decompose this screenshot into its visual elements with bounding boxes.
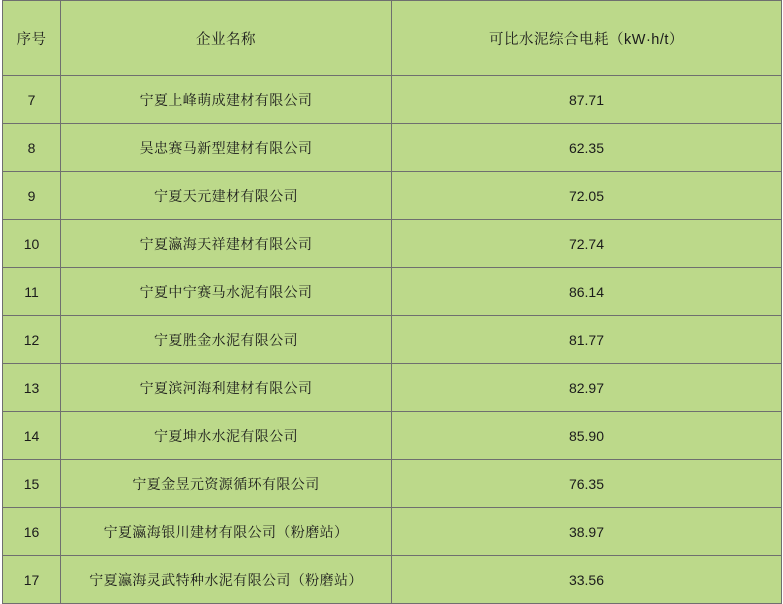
row-index: 10 — [3, 220, 61, 268]
table-row — [3, 316, 782, 364]
row-index: 9 — [3, 172, 61, 220]
row-energy-consumption: 86.14 — [392, 268, 782, 316]
table-row — [3, 556, 782, 604]
table-header — [3, 1, 782, 76]
row-energy-consumption: 76.35 — [392, 460, 782, 508]
row-enterprise-name: 宁夏瀛海灵武特种水泥有限公司（粉磨站） — [61, 556, 392, 604]
table-row — [3, 508, 782, 556]
row-index: 8 — [3, 124, 61, 172]
table-row — [3, 172, 782, 220]
row-index: 17 — [3, 556, 61, 604]
row-energy-consumption: 85.90 — [392, 412, 782, 460]
column-header-index: 序号 — [3, 1, 61, 76]
column-header-energy-consumption: 可比水泥综合电耗（kW·h/t） — [392, 1, 782, 76]
row-energy-consumption: 72.74 — [392, 220, 782, 268]
table-body — [3, 76, 782, 604]
row-enterprise-name: 宁夏胜金水泥有限公司 — [61, 316, 392, 364]
row-energy-consumption: 82.97 — [392, 364, 782, 412]
row-enterprise-name: 宁夏坤水水泥有限公司 — [61, 412, 392, 460]
row-index: 7 — [3, 76, 61, 124]
row-index: 12 — [3, 316, 61, 364]
row-enterprise-name: 宁夏瀛海银川建材有限公司（粉磨站） — [61, 508, 392, 556]
row-enterprise-name: 宁夏金昱元资源循环有限公司 — [61, 460, 392, 508]
table-row — [3, 412, 782, 460]
table-row — [3, 460, 782, 508]
row-energy-consumption: 81.77 — [392, 316, 782, 364]
row-index: 11 — [3, 268, 61, 316]
cement-energy-consumption-table — [2, 0, 782, 604]
row-energy-consumption: 72.05 — [392, 172, 782, 220]
row-index: 14 — [3, 412, 61, 460]
row-index: 13 — [3, 364, 61, 412]
table-header-row — [3, 1, 782, 76]
row-enterprise-name: 宁夏上峰萌成建材有限公司 — [61, 76, 392, 124]
table-row — [3, 76, 782, 124]
row-enterprise-name: 宁夏瀛海天祥建材有限公司 — [61, 220, 392, 268]
row-energy-consumption: 33.56 — [392, 556, 782, 604]
column-header-enterprise-name: 企业名称 — [61, 1, 392, 76]
table-row — [3, 364, 782, 412]
row-enterprise-name: 吴忠赛马新型建材有限公司 — [61, 124, 392, 172]
row-index: 16 — [3, 508, 61, 556]
row-enterprise-name: 宁夏天元建材有限公司 — [61, 172, 392, 220]
table-row — [3, 220, 782, 268]
row-index: 15 — [3, 460, 61, 508]
table-row — [3, 124, 782, 172]
row-enterprise-name: 宁夏滨河海利建材有限公司 — [61, 364, 392, 412]
row-energy-consumption: 62.35 — [392, 124, 782, 172]
row-energy-consumption: 87.71 — [392, 76, 782, 124]
row-energy-consumption: 38.97 — [392, 508, 782, 556]
table-row — [3, 268, 782, 316]
row-enterprise-name: 宁夏中宁赛马水泥有限公司 — [61, 268, 392, 316]
